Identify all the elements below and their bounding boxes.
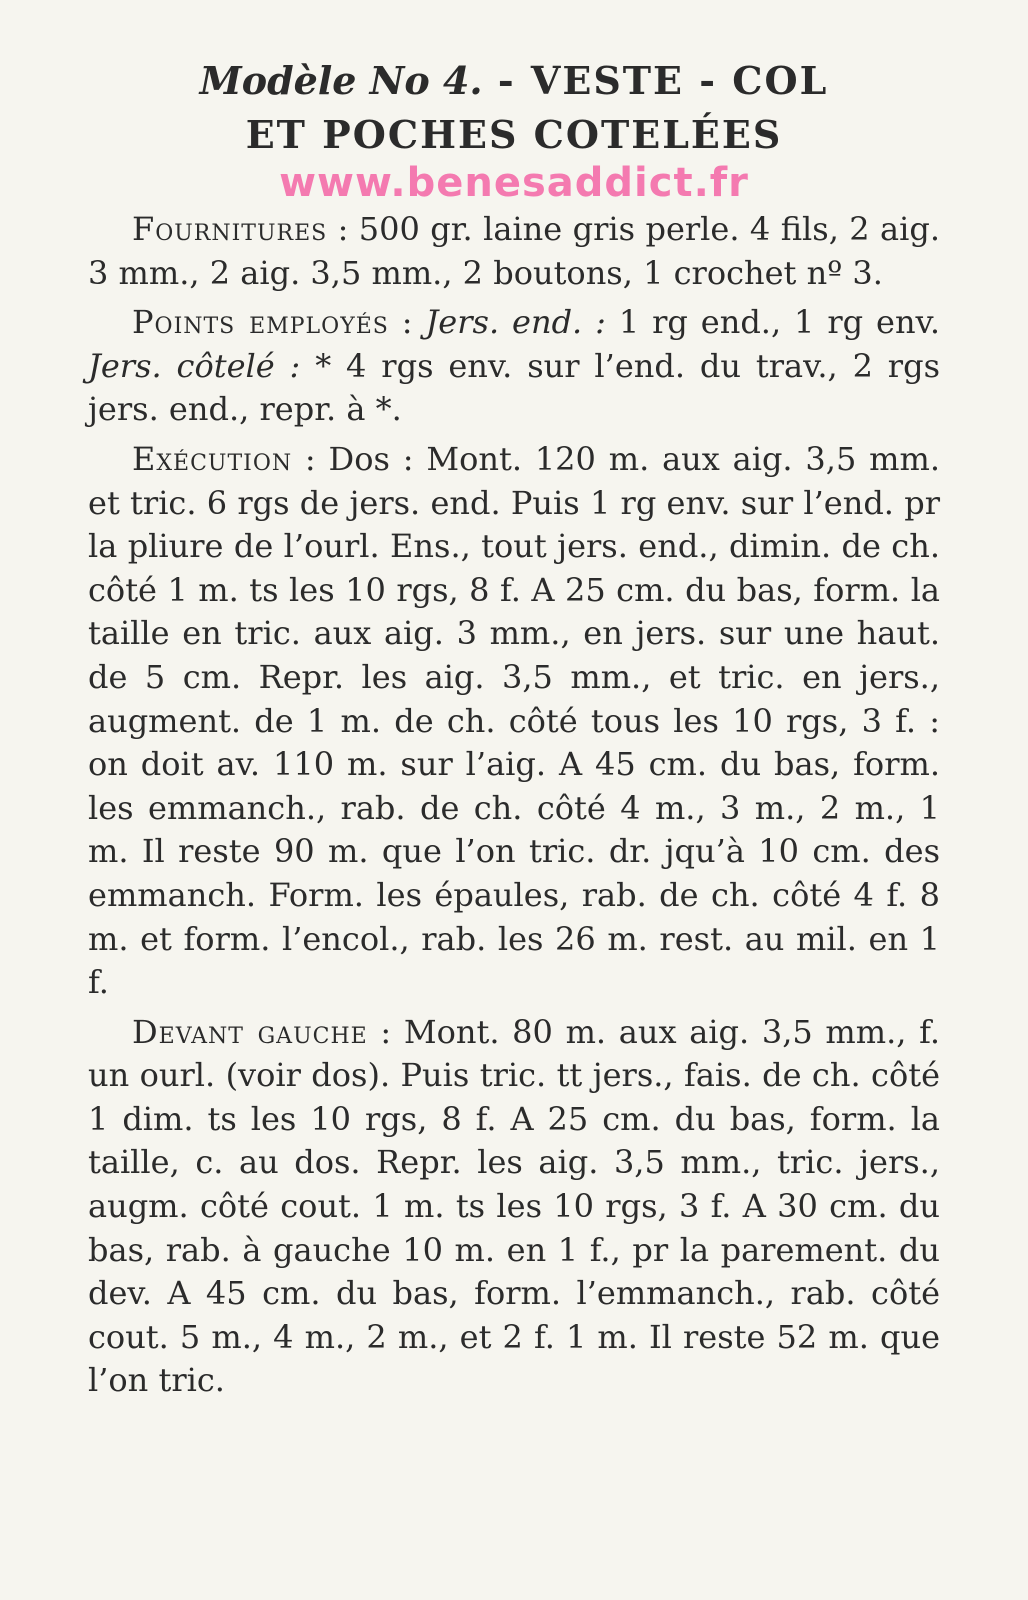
paragraph-execution (88, 438, 940, 1005)
text-jersey-cotele: * 4 rgs env. sur l’end. du trav., 2 rgs jers. end., repr. à *. (88, 346, 941, 429)
heading-points: Points employés (132, 303, 389, 342)
label-jersey-cotele: Jers. côtelé : (88, 346, 301, 385)
watermark-url: www.benesaddict.fr (279, 160, 749, 206)
heading-fournitures: Fournitures (132, 210, 328, 248)
title-line-1: - VESTE - COL (482, 58, 829, 103)
document-title (88, 54, 940, 162)
paragraph-devant-gauche (88, 1011, 940, 1403)
heading-execution: Exécution (132, 439, 293, 478)
text-execution: : Dos : Mont. 120 m. aux aig. 3,5 mm. et tric. 6 rgs de jers. end. Puis 1 rg env. sur l’end. pr la pliure de l’ourl. Ens., tout jers. end., dimin. de ch. côté 1 m. ts les 10 rgs, 8 f. A 25 cm. du bas, form. la taille en tric. aux aig. 3 mm., en jers. sur une haut. de 5 cm. Repr. les aig. 3,5 mm., et tric. en jers., augment. de 1 m. de ch. côté tous les 10 rgs, 3 f. : on doit av. 110 m. sur l’aig. A 45 cm. du bas, form. les emmanch., rab. de ch. côté 4 m., 3 m., 2 m., 1 m. Il reste 90 m. que l’on tric. dr. jqu’à 10 cm. des emmanch. Form. les épaules, rab. de ch. côté 4 f. 8 m. et form. l’encol., rab. les 26 m. rest. au mil. en 1 f. (88, 439, 940, 1002)
label-jersey-endroit: Jers. end. : (425, 303, 606, 342)
text-devant-gauche: : Mont. 80 m. aux aig. 3,5 mm., f. un ourl. (voir dos). Puis tric. tt jers., fais. de ch. côté 1 dim. ts les 10 rgs, 8 f. A 25 cm. du bas, form. la taille, c. au dos. Repr. les aig. 3,5 mm., tric. jers., augm. côté cout. 1 m. ts les 10 rgs, 3 f. A 30 cm. du bas, rab. à gauche 10 m. en 1 f., pr la parement. du dev. A 45 cm. du bas, form. l’emmanch., rab. côté cout. 5 m., 4 m., 2 m., et 2 f. 1 m. Il reste 52 m. que l’on tric. (88, 1012, 940, 1400)
text-jersey-endroit: 1 rg end., 1 rg env. (605, 303, 940, 342)
paragraph-points (88, 301, 940, 432)
text-fournitures: : 500 gr. laine gris perle. 4 fils, 2 aig. 3 mm., 2 aig. 3,5 mm., 2 boutons, 1 crochet nº 3. (88, 210, 940, 292)
model-number: Modèle No 4. (199, 58, 483, 103)
paragraph-fournitures (88, 208, 940, 295)
points-separator: : (388, 303, 426, 342)
heading-devant-gauche: Devant gauche (132, 1012, 368, 1051)
title-line-2: ET POCHES COTELÉES (245, 112, 783, 157)
